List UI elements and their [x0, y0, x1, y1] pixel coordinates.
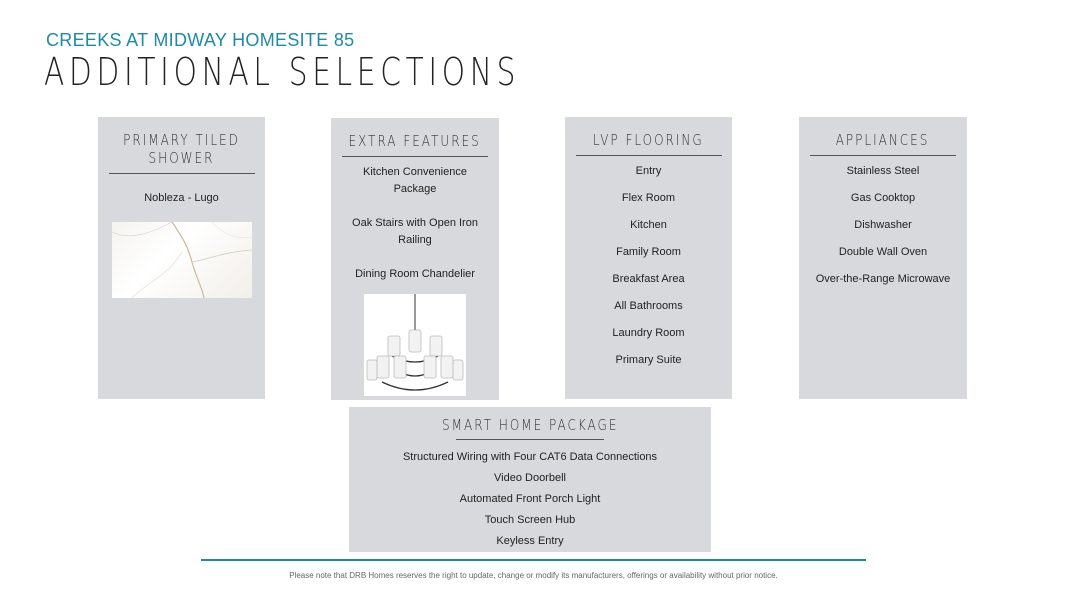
list-item: Family Room [616, 246, 681, 258]
list-item: Automated Front Porch Light [459, 493, 601, 505]
list-item: Double Wall Oven [838, 246, 928, 258]
card-divider [576, 155, 722, 156]
card-lvp-flooring [565, 117, 732, 399]
chandelier-image [364, 294, 466, 396]
footer-divider [201, 559, 866, 561]
list-item: Primary Suite [615, 354, 682, 366]
card-title: EXTRA FEATURES [348, 132, 482, 150]
list-item: Entry [635, 165, 662, 177]
card-divider [810, 155, 956, 156]
list-item: Breakfast Area [612, 273, 685, 285]
card-appliances [799, 117, 967, 399]
card-divider [456, 439, 604, 440]
list-item: Touch Screen Hub [484, 514, 576, 526]
card-primary-tiled-shower [98, 117, 265, 399]
list-item: Dining Room Chandelier [355, 268, 475, 280]
list-item: Gas Cooktop [850, 192, 916, 204]
card-title: SMART HOME PACKAGE [441, 416, 619, 434]
list-item: Flex Room [621, 192, 676, 204]
list-item: Nobleza - Lugo [144, 192, 219, 204]
list-item: Structured Wiring with Four CAT6 Data Connections [402, 451, 658, 463]
list-item: Keyless Entry [496, 535, 564, 547]
card-divider [109, 173, 255, 174]
page-title: ADDITIONAL SELECTIONS [44, 50, 521, 94]
list-item: Kitchen [630, 219, 667, 231]
card-extra-features [331, 118, 499, 400]
footer-disclaimer: Please note that DRB Homes reserves the right to update, change or modify its manufacturers, offerings or availability without prior notice. [289, 571, 778, 580]
list-item: Dishwasher [854, 219, 912, 231]
list-item: Stainless Steel [846, 165, 920, 177]
card-title: APPLIANCES [836, 131, 930, 149]
list-item: Over-the-Range Microwave [815, 273, 951, 285]
card-divider [342, 156, 488, 157]
page-subtitle: CREEKS AT MIDWAY HOMESITE 85 [46, 30, 355, 50]
card-title: LVP FLOORING [593, 131, 704, 149]
card-smart-home-package [349, 407, 711, 552]
list-item: All Bathrooms [614, 300, 683, 312]
list-item: Video Doorbell [494, 472, 566, 484]
marble-tile-swatch [112, 222, 252, 298]
list-item: Laundry Room [612, 327, 685, 339]
list-item: Oak Stairs with Open Iron Railing [352, 217, 478, 246]
card-title: PRIMARY TILED SHOWER [123, 131, 240, 167]
list-item: Kitchen Convenience Package [363, 166, 467, 195]
